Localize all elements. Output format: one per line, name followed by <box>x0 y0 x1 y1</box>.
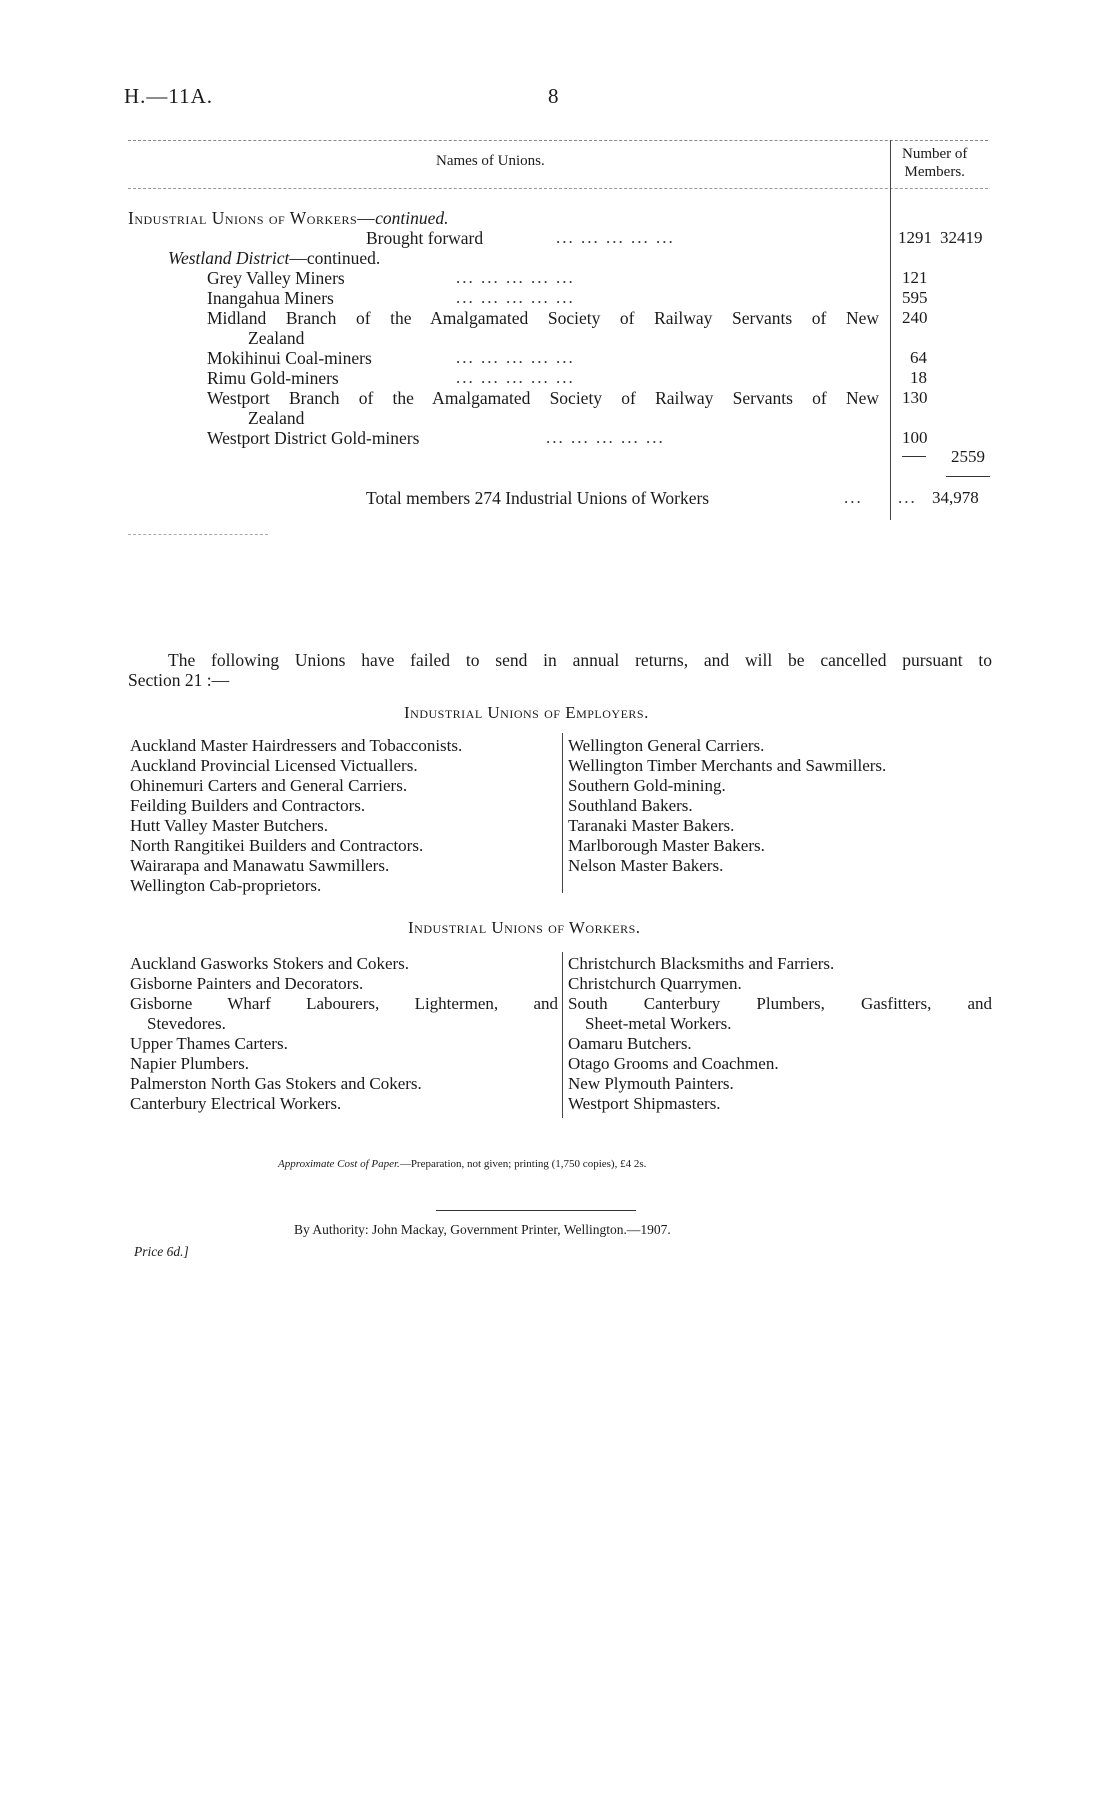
page-number: 8 <box>548 84 559 108</box>
row-leader: ... ... ... ... ... <box>456 368 575 387</box>
table-bottom-rule <box>128 534 268 535</box>
row-leader: ... ... ... ... ... <box>546 428 665 447</box>
list-item: Marlborough Master Bakers. <box>568 836 765 855</box>
row-members: 100 <box>902 428 928 447</box>
row-members: 240 <box>902 308 928 327</box>
table-row-grey-valley: Grey Valley Miners <box>207 268 345 288</box>
grand-total-leader: ... <box>844 488 863 507</box>
section-heading <box>128 208 449 229</box>
list-item: Southland Bakers. <box>568 796 693 815</box>
row-leader: ... ... ... ... ... <box>456 288 575 307</box>
cost-note-detail: —Preparation, not given; printing (1,750 copies), £4 2s. <box>399 1158 647 1170</box>
row-members: 130 <box>902 388 928 407</box>
list-item: Westport Shipmasters. <box>568 1094 721 1113</box>
table-row-westport-branch: Westport Branch of the Amalgamated Society of Railway Servants of New <box>207 388 879 408</box>
list-item: Oamaru Butchers. <box>568 1034 692 1053</box>
list-item: Nelson Master Bakers. <box>568 856 724 875</box>
employers-left-list <box>130 736 462 896</box>
imprint-rule <box>436 1210 636 1211</box>
brought-forward-label: Brought forward <box>366 228 484 248</box>
workers-column-divider <box>562 952 563 1118</box>
brought-forward-leader: ... ... ... ... ... <box>556 228 675 247</box>
list-item: Auckland Provincial Licensed Victuallers. <box>130 756 418 775</box>
column-header-number-line1: Number of <box>902 146 968 162</box>
table-row-westport-district: Westport District Gold-miners <box>207 428 420 448</box>
list-item: New Plymouth Painters. <box>568 1074 734 1093</box>
list-item: Feilding Builders and Contractors. <box>130 796 366 815</box>
employers-right-list <box>568 736 886 876</box>
brought-forward-total: 32419 <box>940 228 983 247</box>
district-heading-cont: —continued. <box>289 248 381 268</box>
section-heading-text: Industrial Unions of Workers— <box>128 208 376 228</box>
brought-forward-subtotal: 1291 <box>898 228 932 247</box>
list-item: Auckland Master Hairdressers and Tobacconists. <box>130 736 463 755</box>
report-code: H.—11A. <box>124 84 214 108</box>
list-item: Stevedores. <box>130 1014 226 1033</box>
row-members: 121 <box>902 268 928 287</box>
workers-heading: Industrial Unions of Workers. <box>408 918 641 937</box>
table-row-midland-branch-cont: Zealand <box>248 328 305 348</box>
list-item: Palmerston North Gas Stokers and Cokers. <box>130 1074 422 1093</box>
list-item: Taranaki Master Bakers. <box>568 816 735 835</box>
table-row-mokihinui: Mokihinui Coal-miners <box>207 348 372 368</box>
list-item: North Rangitikei Builders and Contractors. <box>130 836 424 855</box>
list-item: Christchurch Blacksmiths and Farriers. <box>568 954 835 973</box>
column-header-number <box>902 145 967 181</box>
subtotal-rule <box>902 456 926 457</box>
district-heading-text: Westland District <box>168 248 290 268</box>
list-item: Gisborne Wharf Labourers, Lightermen, and <box>130 994 558 1013</box>
list-item: Auckland Gasworks Stokers and Cokers. <box>130 954 410 973</box>
table-row-westport-branch-cont: Zealand <box>248 408 305 428</box>
cost-note <box>278 1158 646 1170</box>
list-item: Wellington Cab-proprietors. <box>130 876 322 895</box>
table-top-rule <box>128 140 988 141</box>
grand-total-label: Total members 274 Industrial Unions of Workers <box>366 488 710 508</box>
failed-intro-line2: Section 21 :— <box>128 670 230 690</box>
employers-column-divider <box>562 733 563 893</box>
employers-heading: Industrial Unions of Employers. <box>404 703 649 722</box>
list-item: Canterbury Electrical Workers. <box>130 1094 342 1113</box>
list-item: Christchurch Quarrymen. <box>568 974 742 993</box>
grand-total-leader-2: ... <box>898 488 917 507</box>
section-heading-cont: continued. <box>375 208 449 228</box>
row-leader: ... ... ... ... ... <box>456 348 575 367</box>
list-item: South Canterbury Plumbers, Gasfitters, and <box>568 994 992 1013</box>
list-item: Hutt Valley Master Butchers. <box>130 816 328 835</box>
list-item: Otago Grooms and Coachmen. <box>568 1054 779 1073</box>
column-divider <box>890 140 891 520</box>
list-item: Wairarapa and Manawatu Sawmillers. <box>130 856 390 875</box>
row-members: 18 <box>910 368 927 387</box>
row-leader: ... ... ... ... ... <box>456 268 575 287</box>
list-item: Wellington General Carriers. <box>568 736 765 755</box>
workers-left-list <box>130 954 558 1114</box>
row-members: 595 <box>902 288 928 307</box>
table-header-rule <box>128 188 988 189</box>
district-heading <box>168 248 380 269</box>
cost-note-label: Approximate Cost of Paper. <box>278 1158 400 1170</box>
printer-imprint: By Authority: John Mackay, Government Printer, Wellington.—1907. <box>294 1222 671 1237</box>
list-item: Napier Plumbers. <box>130 1054 249 1073</box>
table-row-inangahua: Inangahua Miners <box>207 288 334 308</box>
column-header-names: Names of Unions. <box>436 153 545 169</box>
workers-right-list <box>568 954 992 1114</box>
table-row-midland-branch: Midland Branch of the Amalgamated Society of Railway Servants of New <box>207 308 879 328</box>
list-item: Upper Thames Carters. <box>130 1034 288 1053</box>
district-total: 2559 <box>951 447 985 466</box>
list-item: Southern Gold-mining. <box>568 776 726 795</box>
list-item: Wellington Timber Merchants and Sawmillers. <box>568 756 887 775</box>
total-rule <box>946 476 990 477</box>
grand-total: 34,978 <box>932 488 979 507</box>
failed-intro-line1: The following Unions have failed to send in annual returns, and will be cancelled pursuant to <box>168 650 992 670</box>
list-item: Ohinemuri Carters and General Carriers. <box>130 776 408 795</box>
column-header-number-line2: Members. <box>904 164 965 180</box>
list-item: Sheet-metal Workers. <box>568 1014 732 1033</box>
table-row-rimu: Rimu Gold-miners <box>207 368 339 388</box>
list-item: Gisborne Painters and Decorators. <box>130 974 364 993</box>
price: Price 6d.] <box>134 1244 189 1259</box>
row-members: 64 <box>910 348 927 367</box>
